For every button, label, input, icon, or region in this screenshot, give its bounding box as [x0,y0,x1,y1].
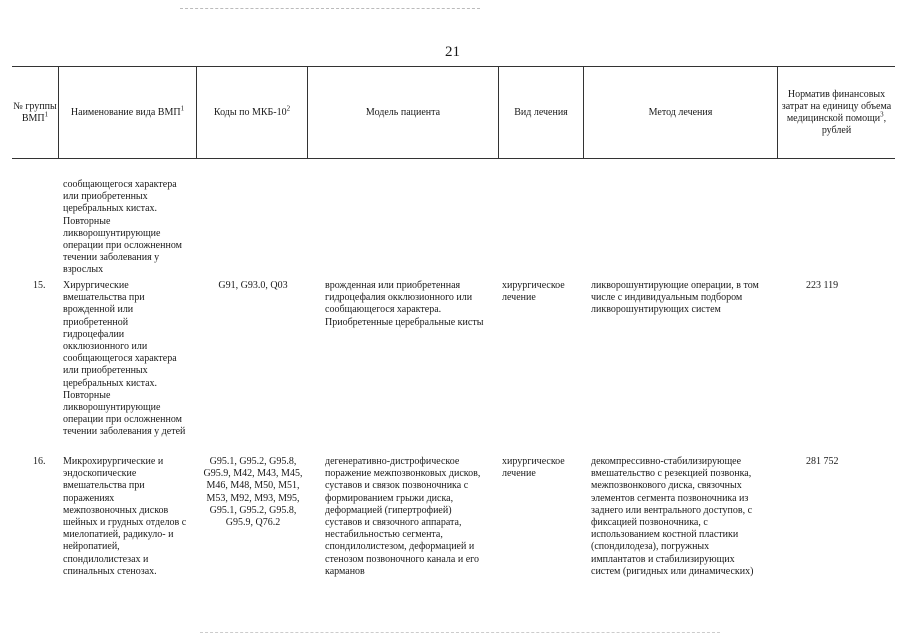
row-15-patient-model: врожденная или приобретенная гидроцефалия окклюзионного или сообщающегося характера. Приобретенные церебральные кисты [325,280,484,328]
row-15-vmp-name: Хирургические вмешательства при врожденной или приобретенной гидроцефалии окклюзионного или сообщающегося характера или приобретенных церебральных кистах. Повторные ликворошунтирующие операции при осложненном течении заболевания у детей [63,280,186,438]
header-icd-codes: Коды по МКБ-$10^2$ [213,104,291,118]
col-divider-6 [777,66,778,159]
row-16-icd-codes: G95.1, G95.2, G95.8, G95.9, M42, M43, M45, M46, M48, M50, M51, M53, M92, M93, M95, G95.1, G95.2, G95.8, G95.9, Q76.2 [203,456,303,529]
continuation-text: сообщающегося характера или приобретенных церебральных кистах. Повторные ликворошунтирующие операции при осложненном течении заболевания у взрослых [63,179,182,276]
row-16-number: 16. [33,456,46,467]
row-15-cost: 223 119 [806,280,839,291]
scan-artifact-top [180,8,480,10]
header-treatment-type: Вид лечения [514,106,568,118]
row-15-treatment-method: ликворошунтирующие операции, в том числе с индивидуальным подбором ликворошунтирующих систем [591,280,759,316]
header-vmp-name: Наименование вида ВМП$^1$ [70,104,185,118]
scan-artifact-bottom [200,632,720,634]
table-header-bottom-border [12,158,895,159]
header-group-number: № группы ВМП$^1$ [13,100,57,124]
header-patient-model: Модель пациента [365,106,441,118]
row-16-vmp-name: Микрохирургические и эндоскопические вмешательства при поражениях межпозвоночных дисков шейных и грудных отделов с миелопатией, радикуло- и нейропатией, спондилолистезах и спинальных стенозах. [63,456,187,577]
row-16-patient-model: дегенеративно-дистрофическое поражение межпозвонковых дисков, суставов и связок позвоночника с формированием грыжи диска, деформацией (гипертрофией) суставов и связочного аппарата, нестабильностью сегмента, спондилолистезом, деформацией и стенозом позвоночного канала и его карманов [325,456,481,577]
header-treatment-method: Метод лечения [648,106,713,118]
page-number: 21 [445,44,460,60]
row-16-cost: 281 752 [806,456,839,467]
row-15-treatment-type: хирургическое лечение [502,280,565,304]
row-16-treatment-method: декомпрессивно-стабилизирующее вмешательство с резекцией позвонка, межпозвонкового диска, связочных элементов сегмента позвоночника из заднего или вентрального доступов, с фиксацией позвоночника, с использованием костной пластики (спондилодеза), погружных имплантатов и стабилизирующих систем (ригидных или динамических) [591,456,754,577]
header-cost-norm: Норматив финансовых затрат на единицу объема медицинской помощи$^3$, рублей [781,88,892,136]
row-16-treatment-type: хирургическое лечение [502,456,565,480]
row-15-icd-codes: G91, G93.0, Q03 [218,280,288,291]
row-15-number: 15. [33,280,46,291]
